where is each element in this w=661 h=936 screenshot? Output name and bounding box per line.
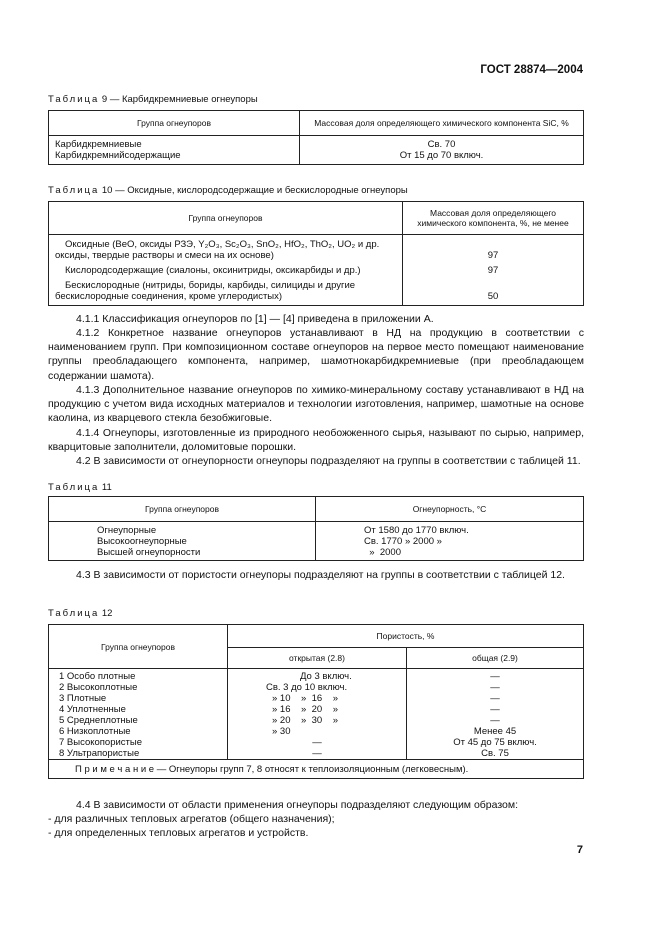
table-9-caption	[48, 94, 258, 105]
row-text: бескислородные соединения, кроме углеродистых)	[55, 291, 283, 302]
open-porosity: До 3 включ.	[300, 671, 352, 682]
group-name: 2 Высокоплотные	[59, 682, 138, 693]
cell-name: Высокоогнеупорные	[49, 536, 316, 547]
group-name: 7 Высокопористые	[59, 737, 143, 748]
group-name: 5 Среднеплотные	[59, 715, 138, 726]
open-porosity: —	[312, 737, 322, 748]
table-label: Таблица	[48, 185, 100, 196]
total-porosity: Менее 45	[473, 726, 517, 737]
table-11	[48, 496, 584, 561]
cell-value: От 1580 до 1770 включ.	[316, 522, 584, 537]
total-porosity: От 45 до 75 включ.	[453, 737, 537, 748]
bullet-item: - для различных тепловых агрегатов (общего назначения);	[48, 813, 335, 825]
row-value: 97	[403, 235, 584, 262]
col-header: Группа огнеупоров	[49, 202, 403, 235]
table-label: Таблица	[48, 608, 100, 619]
col-header: Массовая доля определяющего химического компонента, %, не менее	[403, 202, 584, 235]
table-12	[48, 624, 584, 779]
table-label: Таблица	[48, 482, 100, 493]
total-porosity: —	[490, 704, 500, 715]
row-text: оксиды, твердые растворы и смеси на их основе)	[55, 250, 274, 261]
group-name: 6 Низкоплотные	[59, 726, 131, 737]
col-header: Группа огнеупоров	[49, 497, 316, 522]
cell-value: Св. 70	[300, 136, 584, 151]
table-10	[48, 201, 584, 306]
row-text: Бескислородные (нитриды, бориды, карбиды, силициды и другие	[65, 280, 356, 291]
table-title: 10 — Оксидные, кислородсодержащие и бескислородные огнеупоры	[101, 185, 408, 196]
row-value: 97	[403, 261, 584, 276]
open-porosity: —	[312, 748, 322, 759]
row-value: 50	[403, 276, 584, 306]
total-porosity: —	[490, 693, 500, 704]
table-note: П р и м е ч а н и е — Огнеупоры групп 7, 8 относят к теплоизоляционным (легковесным).	[49, 760, 584, 779]
col-header: Пористость, %	[228, 625, 584, 648]
page-number: 7	[576, 844, 583, 856]
col-header: Группа огнеупоров	[49, 111, 300, 136]
col-header: Огнеупорность, °С	[316, 497, 584, 522]
cell-name: Высшей огнеупорности	[49, 547, 316, 561]
open-porosity: » 20 » 30 »	[272, 715, 339, 726]
paragraph-4-2: 4.2 В зависимости от огнеупорности огнеупоры подразделяют на группы в соответствии с таблицей 11.	[76, 455, 581, 467]
open-porosity: Св. 3 до 10 включ.	[266, 682, 348, 693]
bullet-item: - для определенных тепловых агрегатов и устройств.	[48, 827, 309, 839]
col-header: Массовая доля определяющего химического компонента SiC, %	[300, 111, 584, 136]
table-10-caption	[48, 185, 408, 196]
cell-name: Огнеупорные	[49, 522, 316, 537]
table-11-caption	[48, 482, 112, 493]
total-porosity: —	[490, 715, 500, 726]
table-9	[48, 110, 584, 165]
col-header: Группа огнеупоров	[49, 625, 228, 669]
total-porosity: —	[490, 682, 500, 693]
cell-value: » 2000	[316, 547, 584, 561]
group-name: 4 Уплотненные	[59, 704, 126, 715]
group-name: 8 Ультрапористые	[59, 748, 140, 759]
table-12-caption	[48, 608, 112, 619]
total-porosity: Св. 75	[481, 748, 509, 759]
cell-value: Св. 1770 » 2000 »	[316, 536, 584, 547]
cell-value: От 15 до 70 включ.	[300, 150, 584, 165]
paragraph-4-1-3: 4.1.3 Дополнительное название огнеупоров по химико-минеральному составу устанавливают в НД на продукцию с учетом вида исходных материалов и технологии изготовления, например, шамотные на основе каолина, из кварцевого стекла безобжиговые.	[48, 384, 584, 425]
table-title: 11	[101, 482, 112, 493]
cell-name: Карбидкремниевые	[49, 136, 300, 151]
cell-name: Карбидкремнийсодержащие	[49, 150, 300, 165]
row-text: Оксидные (BeO, оксиды РЗЭ, Y₂O₃, Sc₂O₃, SnO₂, HfO₂, ThO₂, UO₂ и др.	[65, 239, 380, 250]
paragraph-4-3: 4.3 В зависимости от пористости огнеупоры подразделяют на группы в соответствии с таблицей 12.	[76, 569, 565, 581]
row-text: Кислородсодержащие (сиалоны, оксинитриды, оксикарбиды и др.)	[65, 265, 361, 276]
col-subheader: открытая (2.8)	[228, 648, 407, 669]
group-name: 1 Особо плотные	[59, 671, 136, 682]
open-porosity: » 10 » 16 »	[272, 693, 339, 704]
open-porosity: » 16 » 20 »	[272, 704, 339, 715]
document-code: ГОСТ 28874—2004	[480, 64, 583, 76]
paragraph-4-1-1: 4.1.1 Классификация огнеупоров по [1] — [4] приведена в приложении А.	[76, 313, 434, 325]
table-title: 9 — Карбидкремниевые огнеупоры	[101, 94, 258, 105]
paragraph-4-4: 4.4 В зависимости от области применения огнеупоры подразделяют следующим образом:	[76, 799, 519, 811]
paragraph-4-1-4: 4.1.4 Огнеупоры, изготовленные из природного необожженного сырья, называют по сырью, например, кварцитовые заполнители, доломитовые порошки.	[48, 427, 584, 454]
table-title: 12	[101, 608, 113, 619]
table-label: Таблица	[48, 94, 100, 105]
group-name: 3 Плотные	[59, 693, 107, 704]
col-subheader: общая (2.9)	[407, 648, 584, 669]
open-porosity: » 30	[272, 726, 291, 737]
paragraph-4-1-2: 4.1.2 Конкретное название огнеупоров устанавливают в НД на продукцию в соответствии с наименованием групп. При композиционном составе огнеупоров на первое место помещают наименование группы преобладающего компонента, например, шамотнокарбидкремниевые (при преобладающем содержании шамота).	[48, 327, 584, 382]
total-porosity: —	[490, 671, 500, 682]
